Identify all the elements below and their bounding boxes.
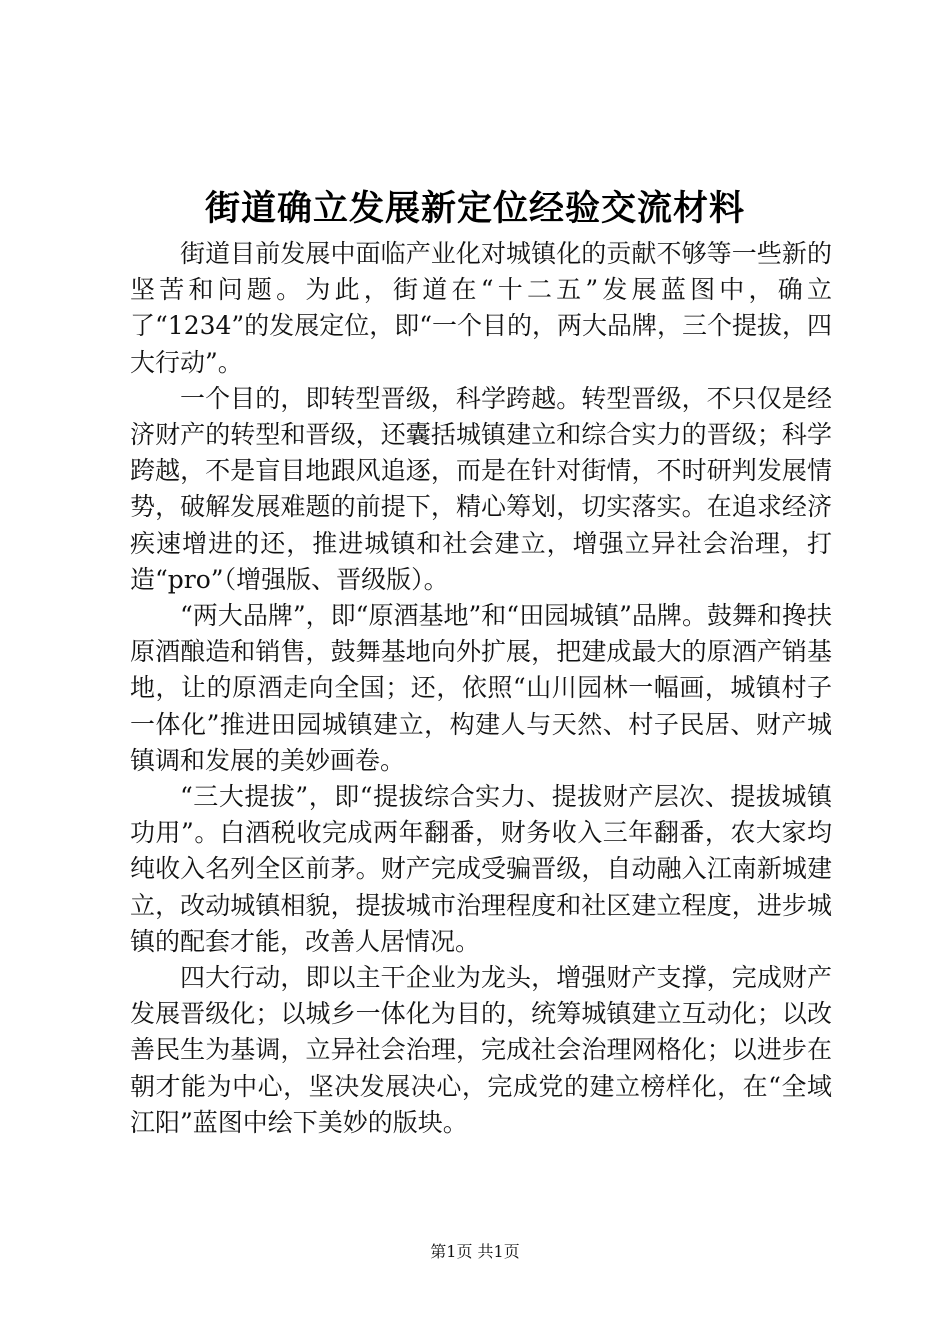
page-number-footer: 第1页 共1页 xyxy=(430,1242,520,1261)
document-body xyxy=(130,236,832,1141)
document-title: 街道确立发展新定位经验交流材料 xyxy=(204,188,745,229)
paragraph-four-actions: 四大行动，即以主干企业为龙头，增强财产支撑，完成财产发展晋级化；以城乡一体化为目的，统筹城镇建立互动化；以改善民生为基调，立异社会治理，完成社会治理网格化；以进步在朝才能为中心，坚决发展决心，完成党的建立榜样化，在“全域江阳”蓝图中绘下美妙的版块。 xyxy=(130,963,832,1137)
paragraph-one-goal: 一个目的，即转型晋级，科学跨越。转型晋级，不只仅是经济财产的转型和晋级，还囊括城镇建立和综合实力的晋级；科学跨越，不是盲目地跟风追逐，而是在针对街情，不时研判发展情势，破解发展难题的前提下，精心筹划，切实落实。在追求经济疾速增进的还，推进城镇和社会建立，增强立异社会治理，打造“pro”（增强版、晋级版）。 xyxy=(130,383,832,594)
paragraph-intro: 街道目前发展中面临产业化对城镇化的贡献不够等一些新的坚苦和问题。为此，街道在“十二五”发展蓝图中，确立了“1234”的发展定位，即“一个目的，两大品牌，三个提拔，四大行动”。 xyxy=(130,239,832,377)
paragraph-two-brands: “两大品牌”，即“原酒基地”和“田园城镇”品牌。鼓舞和搀扶原酒酿造和销售，鼓舞基地向外扩展，把建成最大的原酒产销基地，让的原酒走向全国；还，依照“山川园林一幅画，城镇村子一体化”推进田园城镇建立，构建人与天然、村子民居、财产城镇调和发展的美妙画卷。 xyxy=(130,601,832,775)
paragraph-three-improvements: “三大提拔”，即“提拔综合实力、提拔财产层次、提拔城镇功用”。白酒税收完成两年翻番，财务收入三年翻番，农大家均纯收入名列全区前茅。财产完成受骗晋级，自动融入江南新城建立，改动城镇相貌，提拔城市治理程度和社区建立程度，进步城镇的配套才能，改善人居情况。 xyxy=(130,782,832,956)
